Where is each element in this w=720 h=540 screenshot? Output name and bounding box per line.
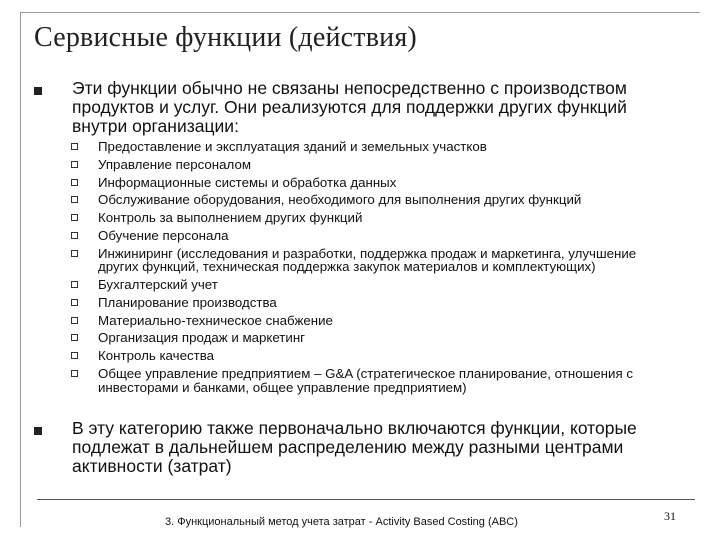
list-item <box>70 193 670 207</box>
list-item <box>70 331 670 345</box>
slide-title: Сервисные функции (действия) <box>34 22 417 53</box>
hollow-square-bullet-icon <box>71 161 78 168</box>
hollow-square-bullet-icon <box>71 281 78 288</box>
list-item <box>70 296 670 310</box>
list-item-text: Обслуживание оборудования, необходимого для выполнения других функций <box>98 192 582 208</box>
hollow-square-bullet-icon <box>71 352 78 359</box>
list-item-text: Материально-техническое снабжение <box>98 312 333 328</box>
hollow-square-bullet-icon <box>71 196 78 203</box>
hollow-square-bullet-icon <box>71 250 78 257</box>
hollow-square-bullet-icon <box>71 317 78 324</box>
list-item-text: Управление персоналом <box>98 156 251 172</box>
list-item <box>70 140 670 154</box>
hollow-square-bullet-icon <box>71 179 78 186</box>
list-item-text: Организация продаж и маркетинг <box>98 330 306 346</box>
list-item <box>70 229 670 243</box>
hollow-square-bullet-icon <box>71 232 78 239</box>
intro-text: Эти функции обычно не связаны непосредственно с производством продуктов и услуг. Они реализуются для поддержки других функций внутри организации: <box>72 78 627 136</box>
list-item <box>70 211 670 225</box>
hollow-square-bullet-icon <box>71 214 78 221</box>
list-item-text: Предоставление и эксплуатация зданий и земельных участков <box>98 139 487 154</box>
footer-divider <box>37 499 695 500</box>
hollow-square-bullet-icon <box>71 370 78 377</box>
list-item <box>70 367 670 394</box>
list-item-text: Инжиниринг (исследования и разработки, поддержка продаж и маркетинга, улучшение других функций, техническая поддержка закупок материалов и комплектующих) <box>98 245 637 275</box>
list-item <box>70 278 670 292</box>
list-item <box>70 176 670 190</box>
list-item-text: Информационные системы и обработка данных <box>98 174 397 190</box>
list-item-text: Контроль за выполнением других функций <box>98 210 363 226</box>
square-bullet-icon <box>34 427 42 435</box>
service-functions-list <box>70 140 670 398</box>
page-number: 31 <box>664 509 676 523</box>
list-item <box>70 349 670 363</box>
closing-text: В эту категорию также первоначально включаются функции, которые подлежат в дальнейшем распределению между разными центрами активности (затрат) <box>72 418 637 476</box>
list-item-text: Общее управление предприятием – G&A (стратегическое планирование, отношения с инвесторами и банками, общее управление предприятием) <box>98 365 633 395</box>
list-item-text: Обучение персонала <box>98 227 229 243</box>
hollow-square-bullet-icon <box>71 299 78 306</box>
list-item-text: Бухгалтерский учет <box>98 277 218 293</box>
list-item <box>70 247 670 274</box>
footer-caption: 3. Функциональный метод учета затрат - Activity Based Costing (ABC) <box>165 516 518 528</box>
list-item-text: Планирование производства <box>98 294 277 310</box>
list-item-text: Контроль качества <box>98 348 215 364</box>
list-item <box>70 158 670 172</box>
hollow-square-bullet-icon <box>71 143 78 150</box>
list-item <box>70 314 670 328</box>
square-bullet-icon <box>34 87 42 95</box>
hollow-square-bullet-icon <box>71 334 78 341</box>
